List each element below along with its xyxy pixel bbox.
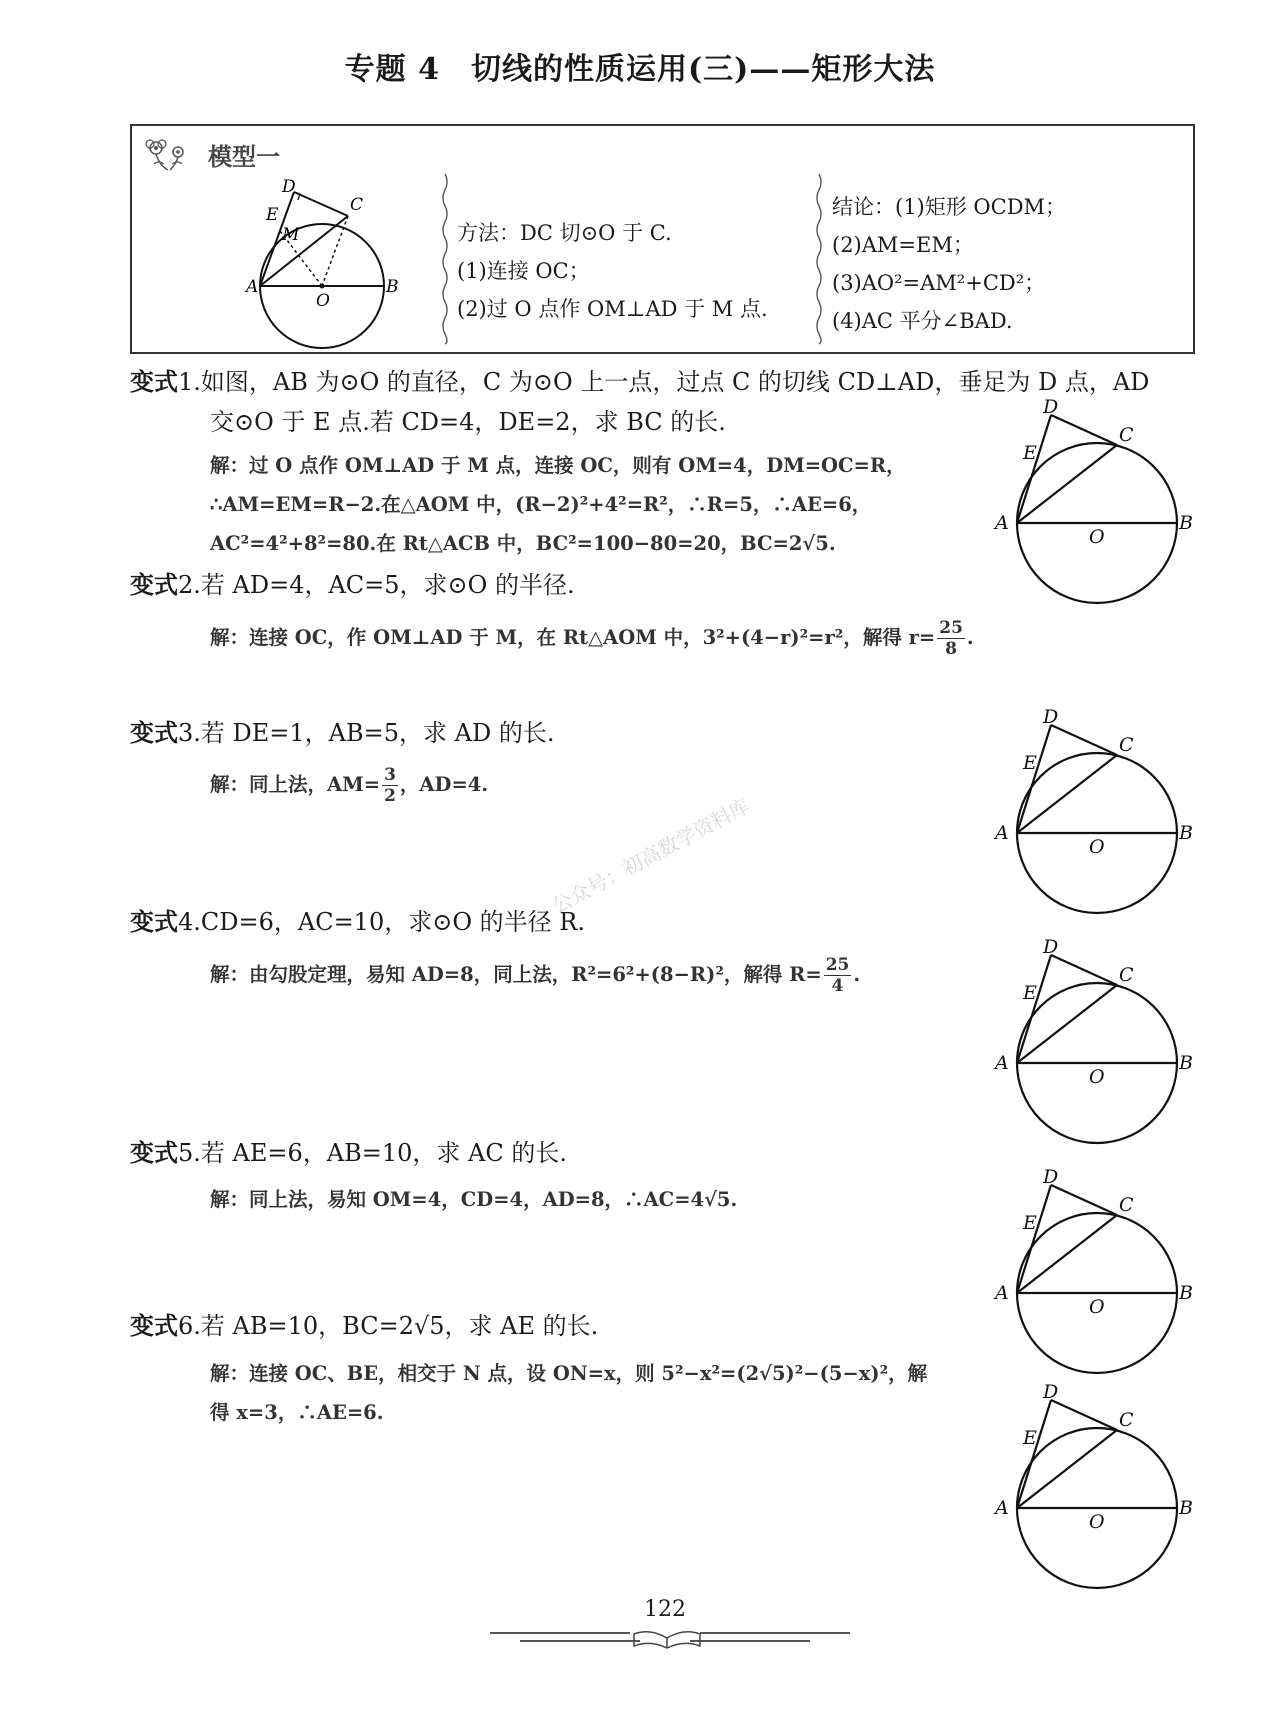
method-line: 方法：DC 切⊙O 于 C. bbox=[457, 221, 672, 245]
label-a: A bbox=[995, 1282, 1009, 1304]
label-d: D bbox=[1043, 706, 1059, 728]
label-b: B bbox=[1179, 512, 1193, 534]
label-c: C bbox=[350, 195, 364, 215]
method-line: (2)过 O 点作 OM⊥AD 于 M 点. bbox=[457, 297, 768, 321]
fraction-numerator: 25 bbox=[939, 618, 963, 638]
label-o: O bbox=[1089, 1066, 1105, 1088]
label-o: O bbox=[1089, 836, 1105, 858]
conclusion-line: (2)AM=EM； bbox=[832, 233, 974, 257]
page-number-rule bbox=[490, 1632, 630, 1634]
solution-line: ∴AM=EM=R−2.在△AOM 中，(R−2)²+4²=R²，∴R=5，∴AE=6， bbox=[210, 493, 872, 516]
fraction-denominator: 2 bbox=[384, 786, 396, 806]
variant-5 bbox=[130, 1133, 567, 1173]
variant-3 bbox=[130, 713, 554, 753]
label-e: E bbox=[266, 205, 279, 225]
model-method bbox=[457, 214, 768, 328]
label-e: E bbox=[1023, 982, 1037, 1004]
label-a: A bbox=[995, 822, 1009, 844]
solution-text: . bbox=[853, 963, 861, 986]
variant-tag: 变式 bbox=[130, 571, 178, 599]
circle-figure bbox=[985, 936, 1193, 1145]
solution-text: ，AD=4. bbox=[399, 773, 489, 796]
label-o: O bbox=[1089, 1511, 1105, 1533]
label-a: A bbox=[995, 1497, 1009, 1519]
page-number-rule bbox=[690, 1640, 810, 1642]
flower-icon bbox=[142, 134, 202, 174]
fraction-denominator: 4 bbox=[831, 976, 844, 996]
variant-6 bbox=[130, 1306, 598, 1346]
book-icon bbox=[632, 1628, 702, 1650]
label-e: E bbox=[1023, 1212, 1037, 1234]
variant-2-solution bbox=[210, 618, 974, 659]
variant-4 bbox=[130, 902, 585, 942]
solution-text: 解：同上法，AM= bbox=[210, 773, 381, 796]
variant-tag: 变式 bbox=[130, 1139, 178, 1167]
solution-text: 解：由勾股定理，易知 AD=8，同上法，R²=6²+(8−R)²，解得 R= bbox=[210, 963, 822, 986]
separator-wave bbox=[814, 174, 824, 344]
variant-tag: 变式 bbox=[130, 719, 178, 747]
label-c: C bbox=[1119, 1409, 1134, 1431]
solution-text: . bbox=[966, 626, 974, 649]
solution-line: AC²=4²+8²=80.在 Rt△ACB 中，BC²=100−80=20，BC=2√5. bbox=[210, 532, 836, 555]
variant-6-solution bbox=[210, 1354, 927, 1432]
model-conclusions bbox=[832, 188, 1066, 340]
variant-2 bbox=[130, 565, 575, 605]
fraction-denominator: 8 bbox=[945, 639, 957, 659]
method-line: (1)连接 OC； bbox=[457, 259, 590, 283]
variant-tag: 变式 bbox=[130, 368, 178, 396]
fraction bbox=[824, 955, 852, 996]
label-d: D bbox=[1043, 936, 1059, 958]
page-number-rule bbox=[520, 1640, 640, 1642]
label-c: C bbox=[1119, 424, 1134, 446]
conclusion-line: (3)AO²=AM²+CD²； bbox=[832, 271, 1046, 295]
solution-line: 解：过 O 点作 OM⊥AD 于 M 点，连接 OC，则有 OM=4，DM=OC=R， bbox=[210, 454, 906, 477]
variant-question: 交⊙O 于 E 点.若 CD=4，DE=2，求 BC 的长. bbox=[210, 408, 726, 436]
page-title: 专题 4 切线的性质运用(三)——矩形大法 bbox=[344, 52, 936, 87]
label-c: C bbox=[1119, 964, 1134, 986]
label-a: A bbox=[995, 1052, 1009, 1074]
conclusion-line: (4)AC 平分∠BAD. bbox=[832, 309, 1013, 333]
label-b: B bbox=[1179, 1497, 1193, 1519]
variant-3-solution bbox=[210, 765, 488, 806]
label-b: B bbox=[1179, 1052, 1193, 1074]
label-c: C bbox=[1119, 734, 1134, 756]
label-m: M bbox=[282, 225, 300, 245]
label-b: B bbox=[386, 277, 399, 297]
variant-question: 4.CD=6，AC=10，求⊙O 的半径 R. bbox=[178, 908, 585, 936]
label-d: D bbox=[1043, 396, 1059, 418]
solution-text: 解：连接 OC，作 OM⊥AD 于 M，在 Rt△AOM 中，3²+(4−r)²=r²，解得 r= bbox=[210, 626, 936, 649]
label-e: E bbox=[1023, 752, 1037, 774]
variant-question: 2.若 AD=4，AC=5，求⊙O 的半径. bbox=[178, 571, 575, 599]
solution-line: 得 x=3，∴AE=6. bbox=[210, 1401, 384, 1424]
circle-figure bbox=[985, 1166, 1193, 1375]
solution-line: 解：连接 OC、BE，相交于 N 点，设 ON=x，则 5²−x²=(2√5)²−(5−x)²，解 bbox=[210, 1362, 928, 1385]
fraction bbox=[382, 765, 398, 806]
label-o: O bbox=[316, 291, 330, 311]
label-e: E bbox=[1023, 1427, 1037, 1449]
circle-figure bbox=[985, 706, 1193, 915]
variant-question: 6.若 AB=10，BC=2√5，求 AE 的长. bbox=[178, 1312, 599, 1340]
label-c: C bbox=[1119, 1194, 1134, 1216]
variant-question: 1.如图，AB 为⊙O 的直径，C 为⊙O 上一点，过点 C 的切线 CD⊥AD，垂足为 D 点，AD bbox=[178, 368, 1150, 396]
page-number-rule bbox=[700, 1632, 850, 1634]
label-o: O bbox=[1089, 1296, 1105, 1318]
label-b: B bbox=[1179, 1282, 1193, 1304]
conclusion-line: 结论：(1)矩形 OCDM； bbox=[832, 195, 1067, 219]
solution-line: 解：同上法，易知 OM=4，CD=4，AD=8，∴AC=4√5. bbox=[210, 1188, 738, 1211]
fraction-numerator: 3 bbox=[384, 765, 396, 785]
label-d: D bbox=[282, 177, 296, 197]
variant-question: 5.若 AE=6，AB=10，求 AC 的长. bbox=[178, 1139, 567, 1167]
model-figure bbox=[202, 174, 399, 354]
circle-figure bbox=[985, 1381, 1193, 1590]
separator-wave bbox=[440, 174, 450, 344]
label-d: D bbox=[1043, 1166, 1059, 1188]
variant-5-solution bbox=[210, 1180, 737, 1219]
watermark: 公众号：初高数学资料库 bbox=[547, 793, 754, 919]
variant-tag: 变式 bbox=[130, 1312, 178, 1340]
page-number: 122 bbox=[644, 1597, 686, 1622]
model-label bbox=[142, 134, 280, 174]
variant-question: 3.若 DE=1，AB=5，求 AD 的长. bbox=[178, 719, 555, 747]
label-o: O bbox=[1089, 526, 1105, 548]
variant-1-solution bbox=[210, 446, 906, 563]
model-label-text: 模型一 bbox=[208, 142, 280, 171]
label-d: D bbox=[1043, 1381, 1059, 1403]
label-a: A bbox=[246, 277, 259, 297]
fraction-numerator: 25 bbox=[825, 955, 850, 975]
fraction bbox=[937, 618, 965, 659]
label-e: E bbox=[1023, 442, 1037, 464]
variant-tag: 变式 bbox=[130, 908, 178, 936]
label-b: B bbox=[1179, 822, 1193, 844]
variant-4-solution bbox=[210, 955, 860, 996]
circle-figure bbox=[985, 396, 1193, 605]
model-box bbox=[130, 124, 1195, 354]
label-a: A bbox=[995, 512, 1009, 534]
